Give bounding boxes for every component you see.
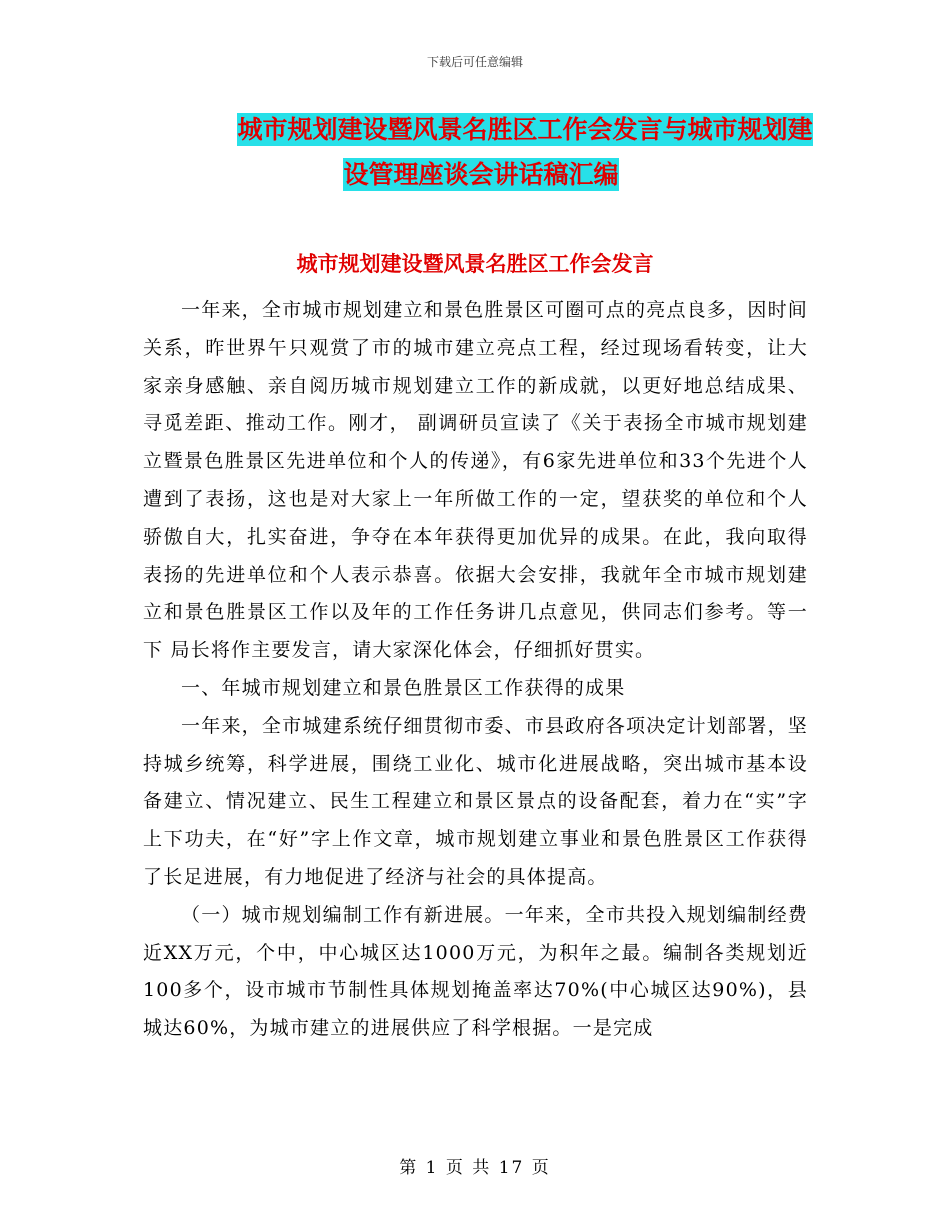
paragraph-heading-1: 一、年城市规划建立和景色胜景区工作获得的成果 — [181, 676, 626, 699]
document-title-line-2 — [6, 155, 950, 191]
document-body — [143, 292, 808, 1048]
paragraph-achievements: 一年来，全市城建系统仔细贯彻市委、市县政府各项决定计划部署，坚持城乡统筹，科学进展，围绕工业化、城市化进展战略，突出城市基本设备建立、情况建立、民生工程建立和景区景点的设备配套，着力在“实”字上下功夫，在“好”字上作文章，城市规划建立事业和景色胜景区工作获得了长足进展，有力地促进了经济与社会的具体提高。 — [143, 714, 808, 888]
document-title-line-2-text: 设管理座谈会讲话稿汇编 — [343, 160, 619, 189]
section-title: 城市规划建设暨风景名胜区工作会发言 — [296, 252, 654, 276]
document-title-line-1-text: 城市规划建设暨风景名胜区工作会发言与城市规划建 — [237, 115, 813, 144]
paragraph-planning: （一）城市规划编制工作有新进展。一年来，全市共投入规划编制经费近XX万元，个中，中心城区达1000万元，为积年之最。编制各类规划近100多个，设市城市节制性具体规划掩盖率达70%(中心城区达90%)，县城达60%，为城市建立的进展供应了科学根据。一是完成 — [143, 903, 808, 1040]
paragraph-intro: 一年来，全市城市规划建立和景色胜景区可圈可点的亮点良多，因时间关系，昨世界午只观赏了市的城市建立亮点工程，经过现场看转变，让大家亲身感触、亲自阅历城市规划建立工作的新成就，以更好地总结成果、寻觅差距、推动工作。刚才， 副调研员宣读了《关于表扬全市城市规划建立暨景色胜景区先进单位和个人的传递》，有6家先进单位和33个先进个人遭到了表扬，这也是对大家上一年所做工作的一定，望获奖的单位和个人骄傲自大，扎实奋进，争夺在本年获得更加优异的成果。在此，我向取得表扬的先进单位和个人表示恭喜。依据大会安排，我就年全市城市规划建立和景色胜景区工作以及年的工作任务讲几点意见，供同志们参考。等一下 局长将作主要发言，请大家深化体会，仔细抓好贯实。 — [143, 299, 808, 662]
document-title-line-1 — [50, 110, 950, 146]
page-number-footer: 第 1 页 共 17 页 — [399, 1158, 551, 1178]
page-header-note: 下载后可任意编辑 — [426, 55, 523, 69]
